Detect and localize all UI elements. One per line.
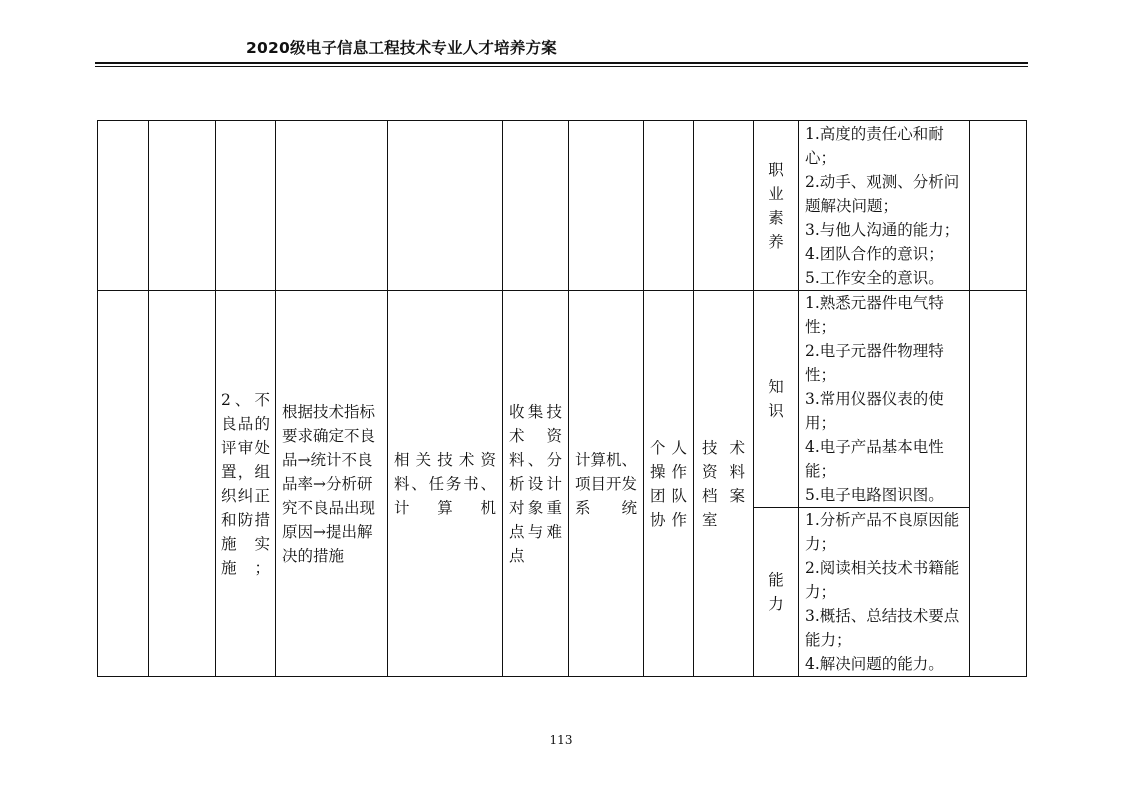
- list-item: 2.动手、观测、分析问题解决问题；: [805, 173, 960, 215]
- table-cell: [98, 291, 149, 677]
- list-item: 1.熟悉元器件电气特性；: [805, 294, 944, 336]
- table-cell: [149, 121, 216, 291]
- location-cell: 技术资料档案室: [694, 291, 754, 677]
- ability-list: [799, 508, 970, 677]
- training-plan-table: [97, 120, 1027, 677]
- category-label: 能力: [768, 571, 784, 613]
- category-cell-ability: [754, 508, 799, 677]
- list-item: 4.团队合作的意识；: [805, 245, 944, 263]
- table-cell: [503, 121, 569, 291]
- table-cell: [216, 121, 276, 291]
- organization-cell: 个人操作团队协作: [644, 291, 694, 677]
- tools-cell: 计算机、项目开发系统: [569, 291, 644, 677]
- work-content-cell: 根据技术指标要求确定不良品→统计不良品率→分析研究不良品出现原因→提出解决的措施: [276, 291, 388, 677]
- category-cell-knowledge: [754, 291, 799, 508]
- table-cell: [388, 121, 503, 291]
- document-header-title: 2020级电子信息工程技术专业人才培养方案: [246, 39, 557, 57]
- list-item: 5.工作安全的意识。: [805, 269, 944, 287]
- list-item: 4.电子产品基本电性能；: [805, 438, 944, 480]
- list-item: 3.常用仪器仪表的使用；: [805, 390, 944, 432]
- table-cell: [276, 121, 388, 291]
- list-item: 4.解决问题的能力。: [805, 655, 944, 673]
- category-label: 知识: [768, 378, 784, 420]
- list-item: 3.概括、总结技术要点能力；: [805, 607, 960, 649]
- table-cell: [694, 121, 754, 291]
- work-task-cell: 2、不良品的评审处置，组织纠正和防措施实施；: [216, 291, 276, 677]
- list-item: 3.与他人沟通的能力；: [805, 221, 960, 239]
- table-row: [98, 291, 1027, 508]
- knowledge-list: [799, 291, 970, 508]
- table-cell: [149, 291, 216, 677]
- steps-cell: 收集技术资料、分析设计对象重点与难点: [503, 291, 569, 677]
- table-cell: [98, 121, 149, 291]
- table-cell: [970, 291, 1027, 677]
- category-cell-professional-quality: [754, 121, 799, 291]
- list-item: 1.高度的责任心和耐心；: [805, 125, 944, 167]
- list-item: 2.阅读相关技术书籍能力；: [805, 559, 960, 601]
- list-item: 5.电子电路图识图。: [805, 486, 944, 504]
- table-cell: [644, 121, 694, 291]
- header-rule-thin: [95, 66, 1028, 67]
- table-row: [98, 121, 1027, 291]
- category-label: 职业素养: [768, 160, 784, 251]
- header-rule-thick: [95, 62, 1028, 64]
- list-item: 2.电子元器件物理特性；: [805, 342, 944, 384]
- list-item: 1.分析产品不良原因能力；: [805, 511, 960, 553]
- materials-cell: 相关技术资料、任务书、计算机: [388, 291, 503, 677]
- table-cell: [569, 121, 644, 291]
- table-cell: [970, 121, 1027, 291]
- page-number: 113: [549, 733, 573, 747]
- professional-quality-list: [799, 121, 970, 291]
